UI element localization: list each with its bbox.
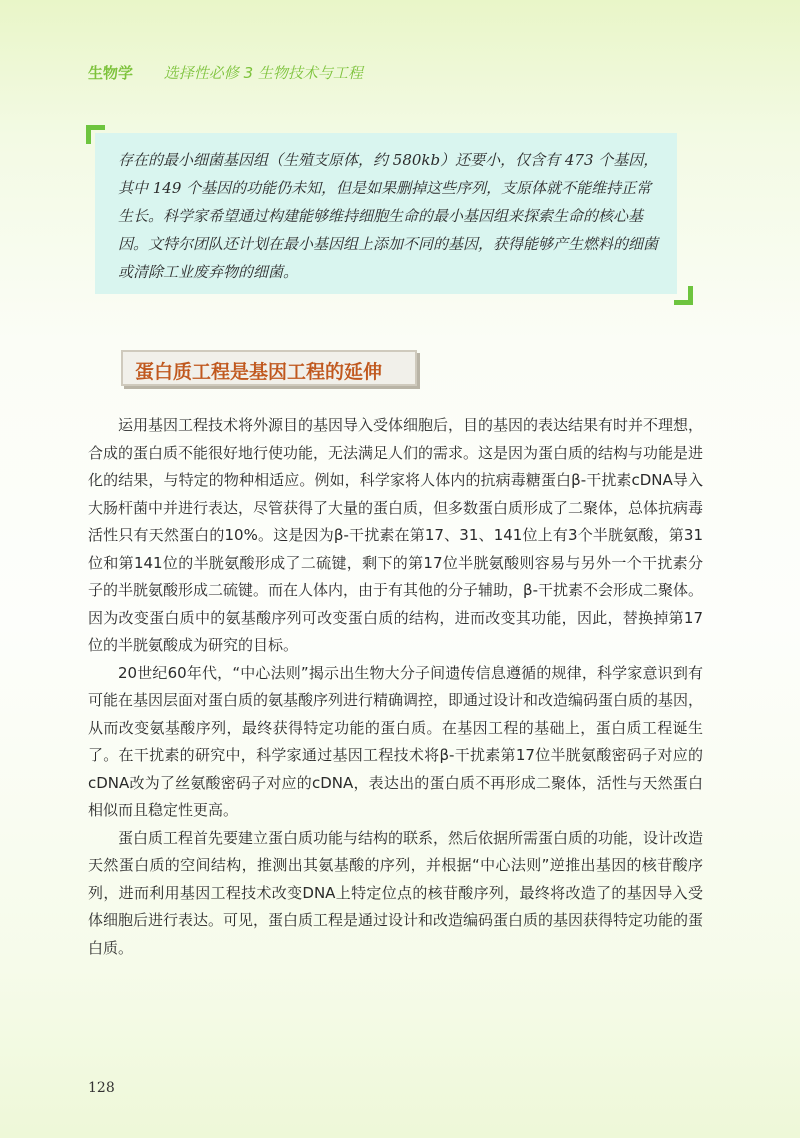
paragraph-3: 蛋白质工程首先要建立蛋白质功能与结构的联系，然后依据所需蛋白质的功能，设计改造天然蛋白质的空间结构，推测出其氨基酸的序列，并根据“中心法则”逆推出基因的核苷酸序列，进而利用基因工程技术改变DNA上特定位点的核苷酸序列，最终将改造了的基因导入受体细胞后进行表达。可见，蛋白质工程是通过设计和改造编码蛋白质的基因获得特定功能的蛋白质。 <box>88 828 704 957</box>
corner-bracket-top-left <box>86 125 105 144</box>
section-heading <box>121 350 417 386</box>
page-header <box>88 62 363 83</box>
body-text <box>88 412 703 962</box>
corner-bracket-bottom-right <box>674 286 693 305</box>
paragraph-1: 运用基因工程技术将外源目的基因导入受体细胞后，目的基因的表达结果有时并不理想，合成的蛋白质不能很好地行使功能，无法满足人们的需求。这是因为蛋白质的结构与功能是进化的结果，与特定的物种相适应。例如，科学家将人体内的抗病毒糖蛋白β-干扰素cDNA导入大肠杆菌中并进行表达，尽管获得了大量的蛋白质，但多数蛋白质形成了二聚体，总体抗病毒活性只有天然蛋白的10%。这是因为β-干扰素在第17、31、141位上有3个半胱氨酸，第31位和第141位的半胱氨酸形成了二硫键，剩下的第17位半胱氨酸则容易与另外一个干扰素分子的半胱氨酸形成二硫键。而在人体内，由于有其他的分子辅助，β-干扰素不会形成二聚体。因为改变蛋白质中的氨基酸序列可改变蛋白质的结构，进而改变其功能，因此，替换掉第17位的半胱氨酸成为研究的目标。 <box>88 416 704 654</box>
header-book-title: 选择性必修 3 生物技术与工程 <box>163 64 363 82</box>
page-number: 128 <box>88 1080 115 1096</box>
reading-box-text: 存在的最小细菌基因组（生殖支原体，约 580kb）还要小，仅含有 473 个基因，其中 149 个基因的功能仍未知，但是如果删掉这些序列，支原体就不能维持正常生长。科学家希望通过构建能够维持细胞生命的最小基因组来探索生命的核心基因。文特尔团队还计划在最小基因组上添加不同的基因，获得能够产生燃料的细菌或清除工业废弃物的细菌。 <box>118 151 659 281</box>
section-title: 蛋白质工程是基因工程的延伸 <box>135 361 383 383</box>
paragraph-2: 20世纪60年代，“中心法则”揭示出生物大分子间遗传信息遵循的规律，科学家意识到有可能在基因层面对蛋白质的氨基酸序列进行精确调控，即通过设计和改造编码蛋白质的基因，从而改变氨基酸序列，最终获得特定功能的蛋白质。在基因工程的基础上，蛋白质工程诞生了。在干扰素的研究中，科学家通过基因工程技术将β-干扰素第17位半胱氨酸密码子对应的cDNA改为了丝氨酸密码子对应的cDNA，表达出的蛋白质不再形成二聚体，活性与天然蛋白相似而且稳定性更高。 <box>88 663 704 819</box>
header-subject: 生物学 <box>88 64 134 82</box>
